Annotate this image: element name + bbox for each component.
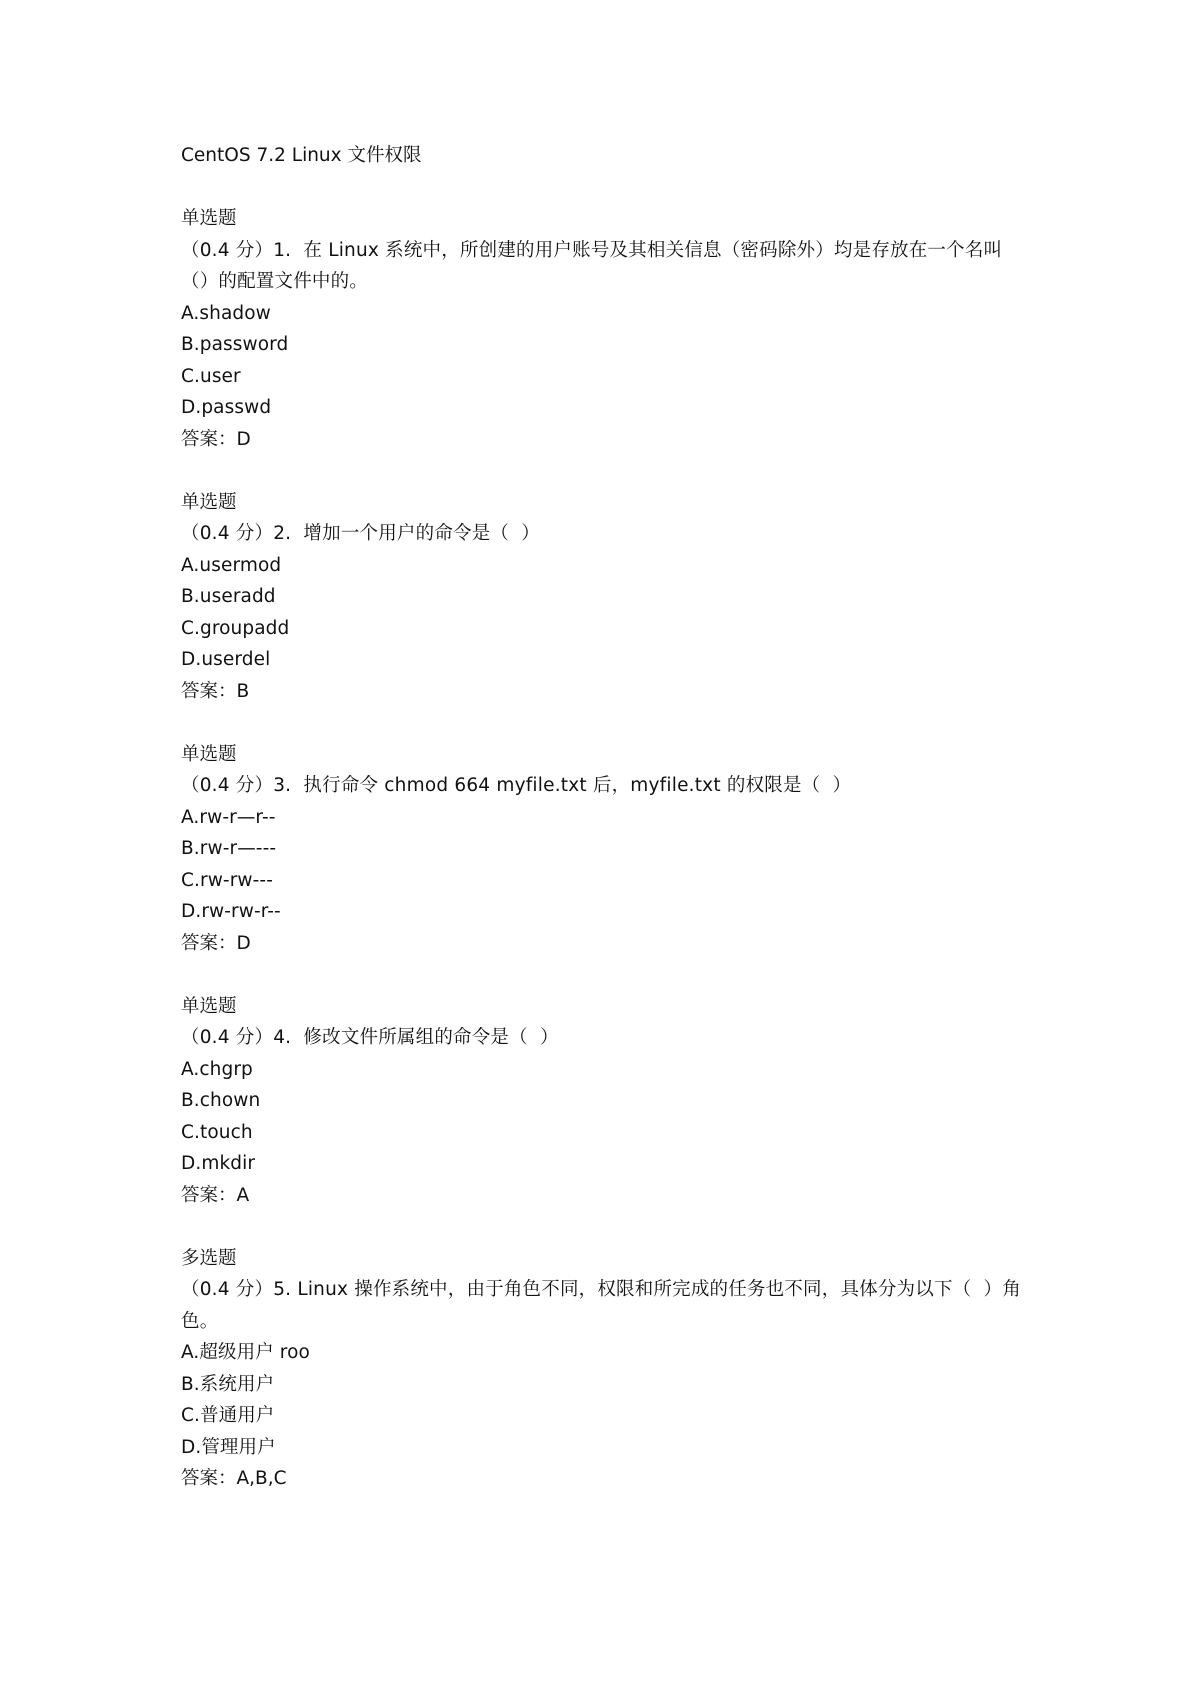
option-a: A.chgrp	[181, 1058, 253, 1080]
question-1	[181, 203, 1021, 455]
answer: 答案：B	[181, 680, 250, 702]
option-c: C.touch	[181, 1121, 253, 1143]
answer: 答案：D	[181, 428, 251, 450]
question-type: 单选题	[181, 743, 237, 765]
option-a: A.usermod	[181, 554, 282, 576]
question-type: 单选题	[181, 995, 237, 1017]
spacer	[181, 1211, 1021, 1243]
question-stem: （0.4 分）4. 修改文件所属组的命令是（ ）	[181, 1027, 559, 1048]
option-b: B.password	[181, 334, 289, 355]
question-type: 单选题	[181, 208, 237, 229]
option-a: A.shadow	[181, 302, 271, 324]
option-c: C.普通用户	[181, 1405, 275, 1426]
spacer	[181, 455, 1021, 487]
question-4	[181, 991, 1021, 1212]
document-page	[181, 140, 1021, 1495]
option-c: C.rw-rw---	[181, 869, 273, 891]
option-d: D.passwd	[181, 397, 272, 418]
option-b: B.系统用户	[181, 1373, 275, 1395]
question-stem: （0.4 分）5. Linux 操作系统中，由于角色不同，权限和所完成的任务也不同，具体分为以下（ ）角色。	[181, 1279, 1021, 1332]
answer: 答案：A	[181, 1184, 250, 1206]
option-c: C.groupadd	[181, 617, 290, 639]
option-d: D.管理用户	[181, 1436, 276, 1458]
option-d: D.rw-rw-r--	[181, 901, 281, 922]
question-5	[181, 1243, 1021, 1495]
question-stem: （0.4 分）2. 增加一个用户的命令是（ ）	[181, 523, 540, 544]
question-3	[181, 739, 1021, 960]
spacer	[181, 172, 1021, 204]
question-type: 单选题	[181, 491, 237, 513]
option-a: A.rw-r—r--	[181, 806, 276, 828]
answer: 答案：A,B,C	[181, 1468, 287, 1489]
option-d: D.mkdir	[181, 1153, 256, 1174]
spacer	[181, 959, 1021, 991]
question-stem: （0.4 分）1. 在 Linux 系统中，所创建的用户账号及其相关信息（密码除外）均是存放在一个名叫（）的配置文件中的。	[181, 239, 1003, 292]
question-type: 多选题	[181, 1247, 237, 1269]
option-b: B.rw-r—---	[181, 838, 277, 859]
spacer	[181, 707, 1021, 739]
option-b: B.useradd	[181, 586, 276, 607]
option-b: B.chown	[181, 1090, 261, 1111]
question-stem: （0.4 分）3. 执行命令 chmod 664 myfile.txt 后，myfile.txt 的权限是（ ）	[181, 775, 852, 796]
answer: 答案：D	[181, 932, 251, 954]
question-2	[181, 487, 1021, 708]
option-d: D.userdel	[181, 649, 271, 670]
option-a: A.超级用户 roo	[181, 1342, 310, 1363]
document-title: CentOS 7.2 Linux 文件权限	[181, 145, 422, 166]
option-c: C.user	[181, 365, 241, 387]
